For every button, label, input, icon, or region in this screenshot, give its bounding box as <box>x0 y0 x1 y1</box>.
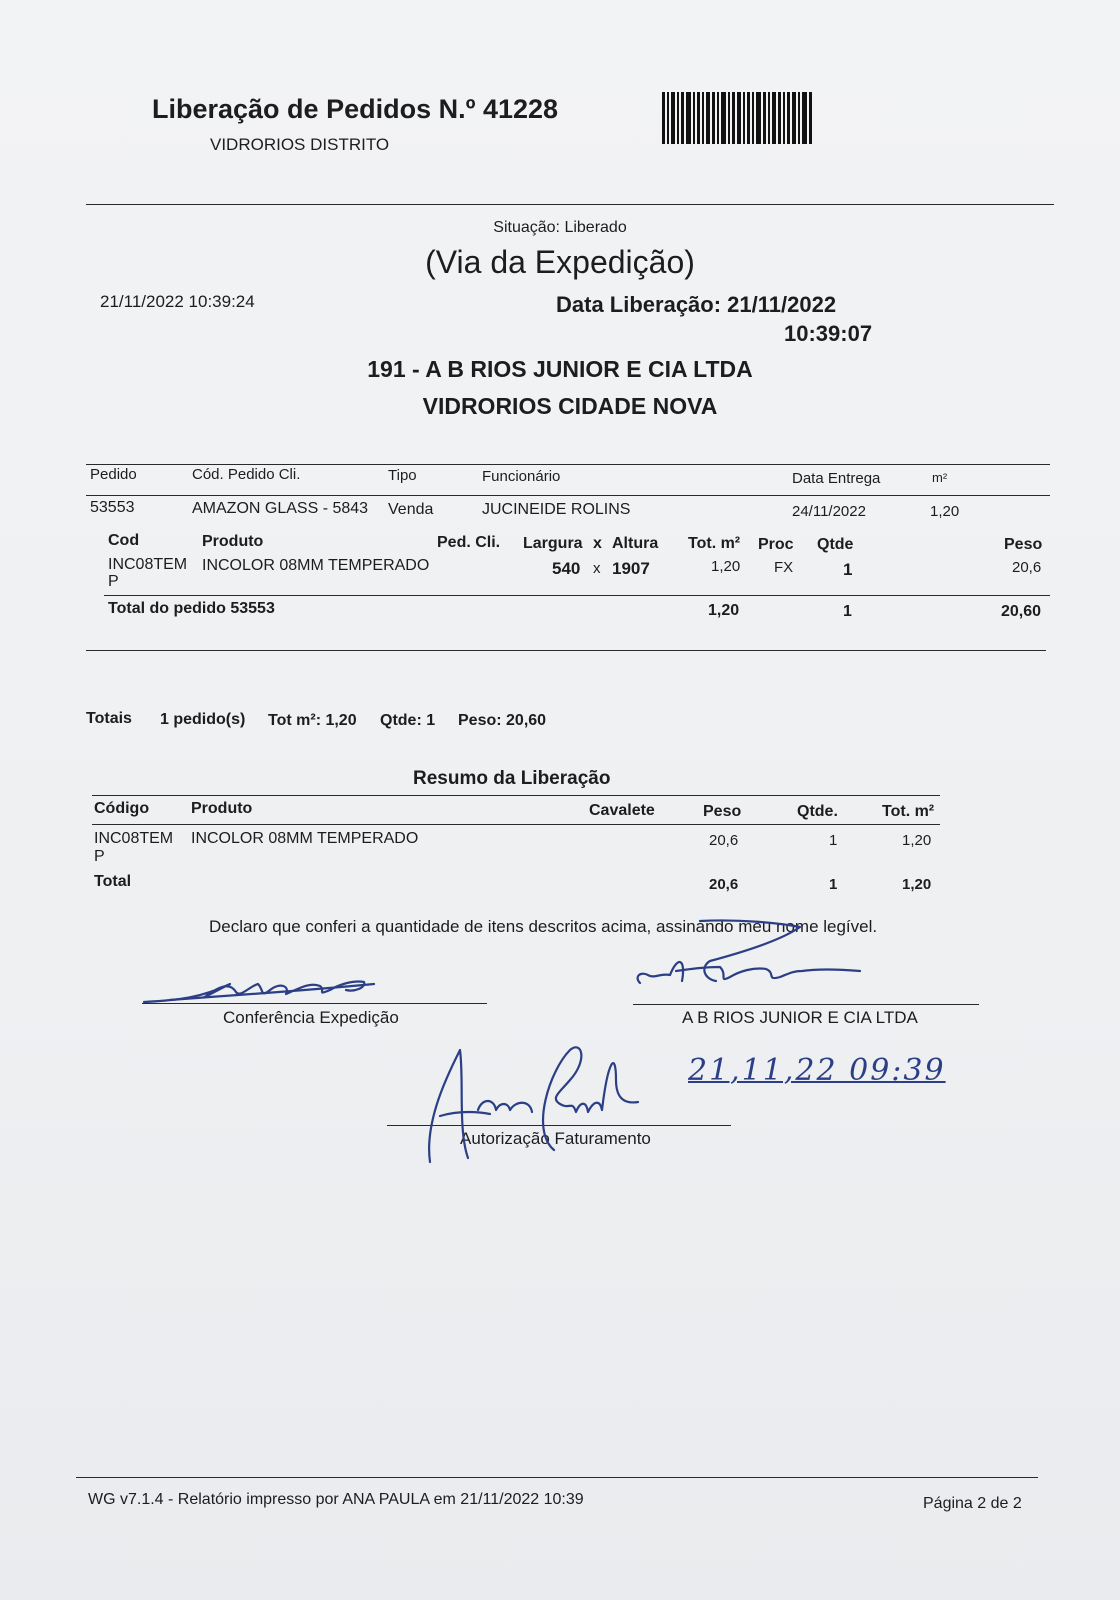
billing-signature-label: Autorização Faturamento <box>460 1129 651 1148</box>
order-pedido: 53553 <box>90 499 135 516</box>
item-altura-header: Altura <box>612 535 659 552</box>
summary-total-peso: 20,6 <box>709 876 739 893</box>
footer-printed-by: WG v7.1.4 - Relatório impresso por ANA PAULA em 21/11/2022 10:39 <box>88 1491 584 1508</box>
item-peso: 20,6 <box>1012 559 1042 576</box>
summary-peso-header: Peso <box>703 803 742 820</box>
summary-codigo-header: Código <box>94 800 150 817</box>
totals-pedidos: 1 pedido(s) <box>160 711 246 728</box>
item-cod-wrap: P <box>108 573 119 590</box>
summary-total-tot-m2: 1,20 <box>902 876 932 893</box>
summary-produto: INCOLOR 08MM TEMPERADO <box>191 830 419 847</box>
item-x-header: x <box>593 535 602 552</box>
order-total-peso: 20,60 <box>1001 603 1042 620</box>
item-produto: INCOLOR 08MM TEMPERADO <box>202 557 430 574</box>
order-funcionario: JUCINEIDE ROLINS <box>482 501 631 518</box>
item-produto-header: Produto <box>202 533 264 550</box>
client-signature-handwriting <box>630 915 890 995</box>
summary-qtde-header: Qtde. <box>797 803 838 820</box>
order-total-label: Total do pedido 53553 <box>108 600 275 617</box>
declaration-text: Declaro que conferi a quantidade de itens descritos acima, assinando meu nome legível. <box>209 917 878 936</box>
expedition-signature-label: Conferência Expedição <box>223 1008 399 1027</box>
item-largura: 540 <box>552 559 581 578</box>
totals-label: Totais <box>86 710 132 727</box>
summary-peso: 20,6 <box>709 832 739 849</box>
order-table-bottom-line <box>86 650 1046 651</box>
order-header-divider <box>86 495 1050 496</box>
col-data-entrega-header: Data Entrega <box>792 470 881 487</box>
barcode-image <box>662 92 834 144</box>
item-largura-header: Largura <box>523 535 583 552</box>
item-qtde: 1 <box>843 560 853 579</box>
document-title: Liberação de Pedidos N.º 41228 <box>152 94 559 124</box>
copy-label: (Via da Expedição) <box>425 244 695 280</box>
item-qtde-header: Qtde <box>817 536 854 553</box>
company-name: VIDRORIOS DISTRITO <box>210 135 390 154</box>
order-table-top-line <box>86 464 1050 465</box>
col-cod-pedido-cli-header: Cód. Pedido Cli. <box>192 466 301 483</box>
order-cod-pedido-cli: AMAZON GLASS - 5843 <box>192 500 369 517</box>
item-tot-m2: 1,20 <box>711 558 741 575</box>
summary-total-qtde: 1 <box>829 876 838 893</box>
order-total-qtde: 1 <box>843 603 852 620</box>
col-tipo-header: Tipo <box>388 467 417 484</box>
item-ped-cli-header: Ped. Cli. <box>437 534 501 551</box>
summary-tot-m2: 1,20 <box>902 832 932 849</box>
item-altura: 1907 <box>612 559 650 578</box>
item-proc: FX <box>774 559 794 576</box>
billing-signature-handwriting <box>420 1040 660 1170</box>
col-m2-header: m² <box>932 470 948 485</box>
order-total-m2: 1,20 <box>708 602 740 619</box>
totals-qtde: Qtde: 1 <box>380 712 436 729</box>
client-name: 191 - A B RIOS JUNIOR E CIA LTDA <box>367 356 753 382</box>
summary-tot-m2-header: Tot. m² <box>882 803 935 820</box>
release-time: 10:39:07 <box>784 321 873 346</box>
summary-header-divider <box>92 824 940 825</box>
order-data-entrega: 24/11/2022 <box>792 503 866 520</box>
printed-timestamp: 21/11/2022 10:39:24 <box>100 292 255 311</box>
expedition-signature-handwriting <box>140 960 390 1010</box>
summary-produto-header: Produto <box>191 800 253 817</box>
client-signature-label: A B RIOS JUNIOR E CIA LTDA <box>682 1008 918 1027</box>
totals-peso: Peso: 20,60 <box>458 712 547 729</box>
summary-codigo: INC08TEM <box>94 830 174 847</box>
summary-title: Resumo da Liberação <box>413 768 611 789</box>
status-label: Situação: Liberado <box>493 219 627 236</box>
summary-cavalete-header: Cavalete <box>589 802 655 819</box>
summary-qtde: 1 <box>829 832 838 849</box>
client-signature-line <box>633 1004 979 1005</box>
footer-page-number: Página 2 de 2 <box>923 1495 1022 1512</box>
header-divider <box>86 204 1054 205</box>
order-total-divider <box>104 595 1050 596</box>
summary-codigo-wrap: P <box>94 848 105 865</box>
summary-top-line <box>92 795 940 796</box>
item-proc-header: Proc <box>758 536 794 553</box>
order-tipo: Venda <box>388 501 434 518</box>
handwritten-date: 21,11,22 09:39 <box>688 1053 946 1088</box>
item-cod-header: Cod <box>108 532 140 549</box>
item-peso-header: Peso <box>1004 536 1043 553</box>
item-cod: INC08TEM <box>108 556 188 573</box>
totals-m2: Tot m²: 1,20 <box>268 712 357 729</box>
release-date: Data Liberação: 21/11/2022 <box>556 292 837 317</box>
item-x: x <box>593 560 601 577</box>
col-funcionario-header: Funcionário <box>482 468 561 485</box>
item-tot-m2-header: Tot. m² <box>688 535 741 552</box>
client-store: VIDRORIOS CIDADE NOVA <box>422 393 718 419</box>
summary-total-label: Total <box>94 873 132 890</box>
order-m2: 1,20 <box>930 503 960 520</box>
footer-divider <box>76 1477 1038 1478</box>
col-pedido-header: Pedido <box>90 466 137 483</box>
